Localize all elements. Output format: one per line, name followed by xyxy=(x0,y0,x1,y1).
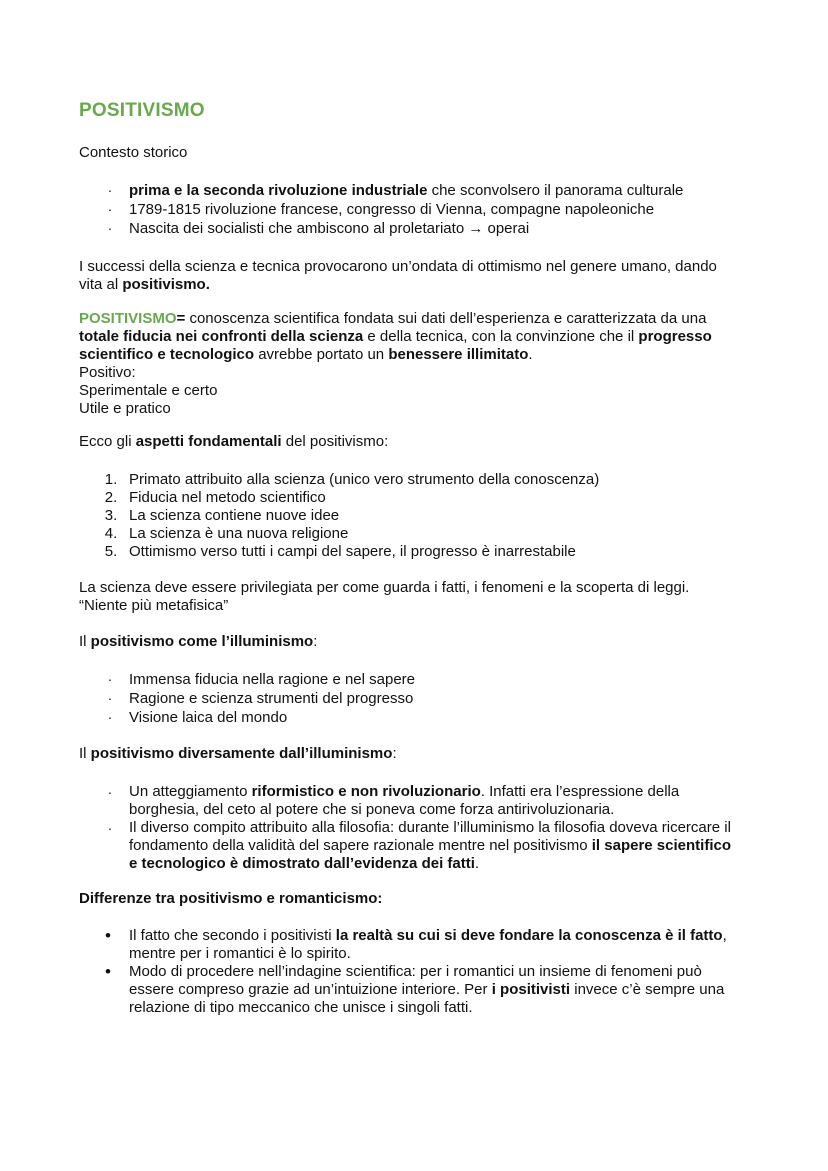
paragraph-line xyxy=(79,346,759,364)
list-item-line: Modo di procedere nell’indagine scientifica: per i romantici un insieme di fenomeni può xyxy=(129,963,702,980)
list-item-line: borghesia, del ceto al potere che si poneva come forza antirivoluzionaria. xyxy=(129,801,615,818)
list-number: 2. xyxy=(104,489,118,506)
list-item xyxy=(0,543,599,561)
text-span: avrebbe portato un xyxy=(254,346,389,363)
list-item-text: Visione laica del mondo xyxy=(129,709,288,726)
text-span: Ecco gli xyxy=(79,433,136,450)
paragraph-line: Sperimentale e certo xyxy=(79,382,218,399)
list-number: 4. xyxy=(104,525,118,542)
bold-span: aspetti fondamentali xyxy=(135,433,282,450)
list-item xyxy=(0,783,731,819)
list-item xyxy=(0,689,415,708)
paragraph-line xyxy=(79,276,759,294)
text-span: conoscenza scientifica fondata sui dati dell’esperienza e caratterizzata da una xyxy=(185,310,707,327)
equals-sign: = xyxy=(176,310,186,327)
bold-span: il sapere scientifico xyxy=(591,837,731,854)
paragraph-line: Positivo: xyxy=(79,364,136,381)
list-item xyxy=(0,471,599,489)
list-item-text: che sconvolsero il panorama culturale xyxy=(427,182,684,199)
list-number: 5. xyxy=(104,543,118,560)
list-item xyxy=(0,927,727,963)
text-span: Il fatto che secondo i positivisti xyxy=(129,927,336,944)
list-number: 1. xyxy=(104,471,118,488)
list-number: 3. xyxy=(104,507,118,524)
text-span: fondamento della validità del sapere razionale mentre nel positivismo xyxy=(129,837,592,854)
list-item xyxy=(0,507,599,525)
paragraph-line: Utile e pratico xyxy=(79,400,171,417)
bold-span: totale fiducia nei confronti della scienza xyxy=(79,328,364,345)
text-span: . xyxy=(474,855,480,872)
text-span: . Infatti era l’espressione della xyxy=(480,783,680,800)
contesto-list xyxy=(0,181,683,238)
bullet-dot-icon: · xyxy=(107,690,113,706)
text-span: , xyxy=(722,927,727,944)
bold-span: benessere illimitato xyxy=(388,346,529,363)
text-span: invece c’è sempre una xyxy=(570,981,725,998)
bold-span: la realtà su cui si deve fondare la conoscenza è il fatto xyxy=(335,927,723,944)
list-item-text: Primato attribuito alla scienza (unico vero strumento della conoscenza) xyxy=(129,471,600,488)
list-item xyxy=(0,963,727,1017)
list-item-line xyxy=(129,837,731,855)
paragraph-line xyxy=(79,310,759,328)
list-item xyxy=(0,219,683,238)
differenze-list xyxy=(0,927,727,1017)
list-item-line xyxy=(129,927,727,945)
list-item-text: Fiducia nel metodo scientifico xyxy=(129,489,326,506)
bold-span: positivismo. xyxy=(122,276,210,293)
bold-span: Differenze tra positivismo e romanticismo: xyxy=(79,890,383,907)
list-item-text: Nascita dei socialisti che ambiscono al proletariato → operai xyxy=(129,220,530,237)
bullet-round-icon: • xyxy=(105,926,111,945)
list-item xyxy=(0,819,731,873)
paragraph-line: I successi della scienza e tecnica provocarono un’ondata di ottimismo nel genere umano, dando xyxy=(79,258,717,275)
list-item-line xyxy=(129,981,727,999)
list-item-text: La scienza contiene nuove idee xyxy=(129,507,340,524)
bold-span: scientifico e tecnologico xyxy=(79,346,255,363)
page-title: POSITIVISMO xyxy=(79,100,205,121)
list-item xyxy=(0,525,599,543)
bullet-dot-icon: · xyxy=(107,201,113,217)
list-item-text: Ragione e scienza strumenti del progresso xyxy=(129,690,414,707)
list-item-text: Immensa fiducia nella ragione e nel sapere xyxy=(129,671,416,688)
diverso-list xyxy=(0,783,731,873)
come-heading xyxy=(79,633,759,651)
list-item-text: La scienza è una nuova religione xyxy=(129,525,349,542)
list-item-line: mentre per i romantici è lo spirito. xyxy=(129,945,351,962)
list-item-line xyxy=(129,783,731,801)
text-span: Il xyxy=(79,633,91,650)
bold-span: positivismo come l’illuminismo xyxy=(90,633,314,650)
list-item xyxy=(0,181,683,200)
list-item-text: Ottimismo verso tutti i campi del sapere, il progresso è inarrestabile xyxy=(129,543,576,560)
text-span: : xyxy=(392,745,397,762)
text-span: essere compreso grazie ad un’intuizione interiore. Per xyxy=(129,981,492,998)
come-list xyxy=(0,670,415,727)
text-span: Un atteggiamento xyxy=(129,783,252,800)
list-item-line: relazione di tipo meccanico che unisce i singoli fatti. xyxy=(129,999,473,1016)
list-item-bold: prima e la seconda rivoluzione industriale xyxy=(129,182,428,199)
bullet-dot-icon: · xyxy=(107,671,113,687)
paragraph-line xyxy=(79,328,759,346)
list-item xyxy=(0,200,683,219)
paragraph-line: “Niente più metafisica” xyxy=(79,597,229,614)
list-item xyxy=(0,708,415,727)
bullet-round-icon: • xyxy=(105,962,111,981)
list-item-text: 1789-1815 rivoluzione francese, congresso di Vienna, compagne napoleoniche xyxy=(129,201,655,218)
bold-span: i positivisti xyxy=(491,981,571,998)
bold-span: riformistico e non rivoluzionario xyxy=(251,783,481,800)
bold-span: e tecnologico è dimostrato dall’evidenza dei fatti xyxy=(129,855,475,872)
text-span: . xyxy=(528,346,533,363)
list-item xyxy=(0,670,415,689)
list-item-line xyxy=(129,855,731,873)
list-item-line: Il diverso compito attribuito alla filosofia: durante l’illuminismo la filosofia doveva ricercare il xyxy=(129,819,731,836)
term-highlight: POSITIVISMO xyxy=(79,310,177,327)
bullet-dot-icon: · xyxy=(107,220,113,236)
text-span: : xyxy=(313,633,318,650)
bold-span: progresso xyxy=(638,328,712,345)
paragraph-line: La scienza deve essere privilegiata per come guarda i fatti, i fenomeni e la scoperta di leggi. xyxy=(79,579,690,596)
text-span: del positivismo: xyxy=(281,433,389,450)
definizione-paragraph xyxy=(79,310,759,418)
contesto-heading: Contesto storico xyxy=(79,144,188,161)
text-span: Il xyxy=(79,745,91,762)
scienza-paragraph xyxy=(79,579,759,615)
list-item xyxy=(0,489,599,507)
successi-paragraph xyxy=(79,258,759,294)
bullet-dot-icon: · xyxy=(107,709,113,725)
bullet-dot-icon: · xyxy=(107,820,113,836)
text-span: vita al xyxy=(79,276,123,293)
bold-span: positivismo diversamente dall’illuminismo xyxy=(90,745,393,762)
diverso-heading xyxy=(79,745,759,763)
bullet-dot-icon: · xyxy=(107,784,113,800)
differenze-heading xyxy=(79,890,759,908)
text-span: e della tecnica, con la convinzione che il xyxy=(363,328,639,345)
aspetti-heading xyxy=(79,433,759,451)
bullet-dot-icon: · xyxy=(107,182,113,198)
aspetti-list xyxy=(0,471,599,561)
